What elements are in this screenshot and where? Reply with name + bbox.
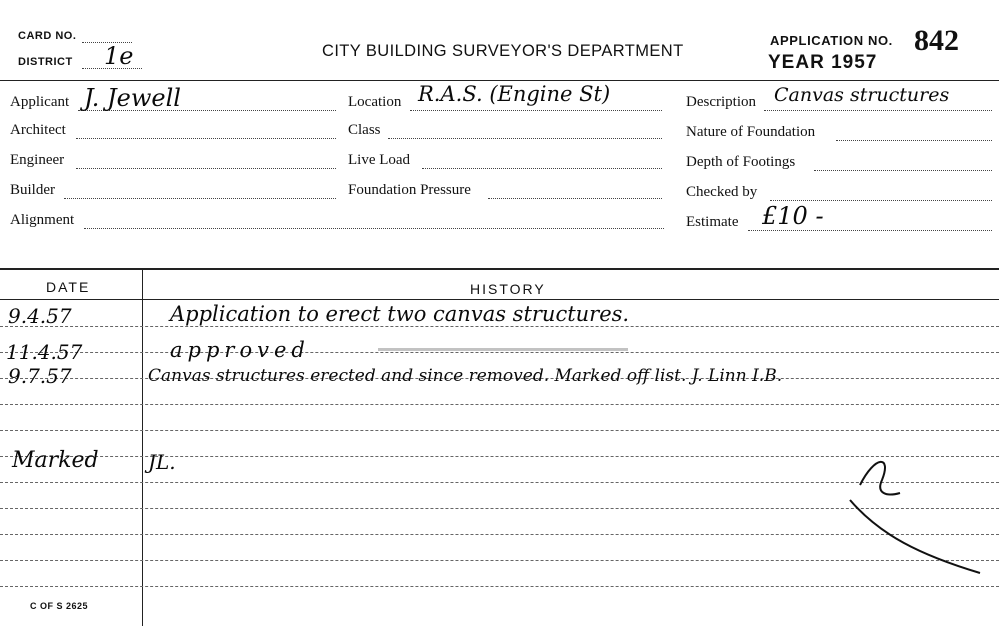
nature-of-foundation-label: Nature of Foundation xyxy=(686,124,816,140)
card-no-label: CARD NO. xyxy=(18,30,77,42)
ruled-line xyxy=(0,430,999,431)
description-label: Description xyxy=(686,94,756,110)
entry-date: 11.4.57 xyxy=(6,340,83,364)
header-divider xyxy=(0,80,999,81)
foundation-pressure-line xyxy=(488,198,662,199)
builder-line xyxy=(64,198,336,199)
entry-date: 9.7.57 xyxy=(8,364,72,388)
district-label: DISTRICT xyxy=(18,56,73,68)
ruled-line xyxy=(0,586,999,587)
architect-line xyxy=(76,138,336,139)
depth-of-footings-label: Depth of Footings xyxy=(686,154,796,170)
location-line xyxy=(410,110,662,111)
live-load-line xyxy=(422,168,662,169)
class-label: Class xyxy=(348,122,381,138)
ruled-line xyxy=(0,352,999,353)
entry-text: approved xyxy=(170,338,310,362)
department-title: CITY BUILDING SURVEYOR'S DEPARTMENT xyxy=(322,42,684,60)
application-no-label: APPLICATION NO. xyxy=(770,33,893,48)
checked-by-line xyxy=(770,200,992,201)
location-value: R.A.S. (Engine St) xyxy=(418,82,611,106)
checked-by-label: Checked by xyxy=(686,184,758,200)
description-line xyxy=(764,110,992,111)
ruled-line xyxy=(0,404,999,405)
date-header: DATE xyxy=(46,279,91,295)
engineer-line xyxy=(76,168,336,169)
architect-label: Architect xyxy=(10,122,66,138)
form-code: C OF S 2625 xyxy=(30,601,89,611)
applicant-label: Applicant xyxy=(10,94,70,110)
estimate-value: £10 - xyxy=(762,202,824,230)
engineer-label: Engineer xyxy=(10,152,65,168)
depth-of-footings-line xyxy=(814,170,992,171)
entry-text: Canvas structures erected and since removed. Marked off list. J. Linn I.B. xyxy=(148,366,783,386)
description-value: Canvas structures xyxy=(774,84,950,106)
applicant-value: J. Jewell xyxy=(84,84,181,112)
date-column-divider xyxy=(142,270,143,626)
live-load-label: Live Load xyxy=(348,152,411,168)
year-label: YEAR 1957 xyxy=(768,52,878,73)
history-header: HISTORY xyxy=(470,281,546,297)
location-label: Location xyxy=(348,94,402,110)
history-top-border xyxy=(0,268,999,270)
foundation-pressure-label: Foundation Pressure xyxy=(348,182,471,198)
estimate-label: Estimate xyxy=(686,214,739,230)
struck-out-text xyxy=(378,348,628,351)
entry-date: 9.4.57 xyxy=(8,304,72,328)
class-line xyxy=(388,138,662,139)
entry-text: Application to erect two canvas structures. xyxy=(170,302,630,326)
marked-label: Marked xyxy=(12,448,99,473)
marked-initials: JL. xyxy=(148,450,176,474)
alignment-line xyxy=(84,228,664,229)
history-header-underline xyxy=(0,299,999,300)
district-value: 1e xyxy=(104,42,134,70)
builder-label: Builder xyxy=(10,182,55,198)
nature-of-foundation-line xyxy=(836,140,992,141)
ruled-line xyxy=(0,326,999,327)
application-no-value: 842 xyxy=(914,24,959,57)
estimate-line xyxy=(748,230,992,231)
pen-scribble-mark xyxy=(820,445,990,575)
alignment-label: Alignment xyxy=(10,212,75,228)
